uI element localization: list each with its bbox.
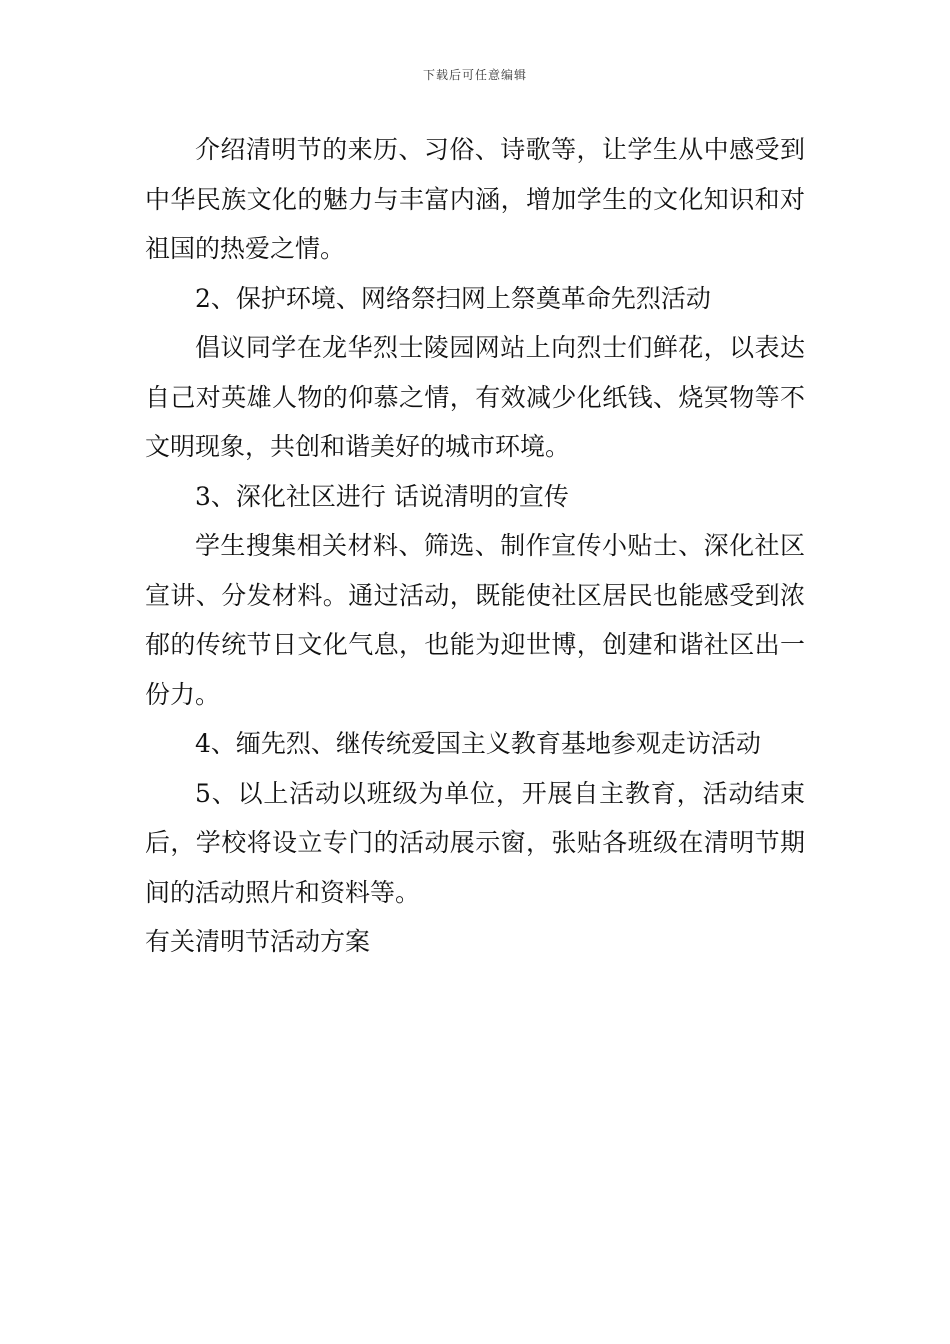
- page-header-note: 下载后可任意编辑: [422, 68, 527, 82]
- heading-item-3: 3、深化社区进行 话说清明的宣传: [195, 481, 569, 511]
- paragraph-item-2: 倡议同学在龙华烈士陵园网站上向烈士们鲜花，以表达自己对英雄人物的仰慕之情，有效减少化纸钱、烧冥物等不文明现象，共创和谐美好的城市环境。: [145, 333, 805, 461]
- paragraph-item-5: 5、以上活动以班级为单位，开展自主教育，活动结束后，学校将设立专门的活动展示窗，张贴各班级在清明节期间的活动照片和资料等。: [145, 778, 805, 907]
- heading-item-4: 4、缅先烈、继传统爱国主义教育基地参观走访活动: [195, 729, 761, 758]
- document-body: [145, 125, 805, 967]
- paragraph-item-3: 学生搜集相关材料、筛选、制作宣传小贴士、深化社区宣讲、分发材料。通过活动，既能使社区居民也能感受到浓郁的传统节日文化气息，也能为迎世博，创建和谐社区出一份力。: [145, 531, 805, 709]
- heading-item-2: 2、保护环境、网络祭扫网上祭奠革命先烈活动: [195, 283, 711, 313]
- closing-title: 有关清明节活动方案: [145, 927, 371, 956]
- paragraph-intro: 介绍清明节的来历、习俗、诗歌等，让学生从中感受到中华民族文化的魅力与丰富内涵，增加学生的文化知识和对祖国的热爱之情。: [145, 135, 805, 263]
